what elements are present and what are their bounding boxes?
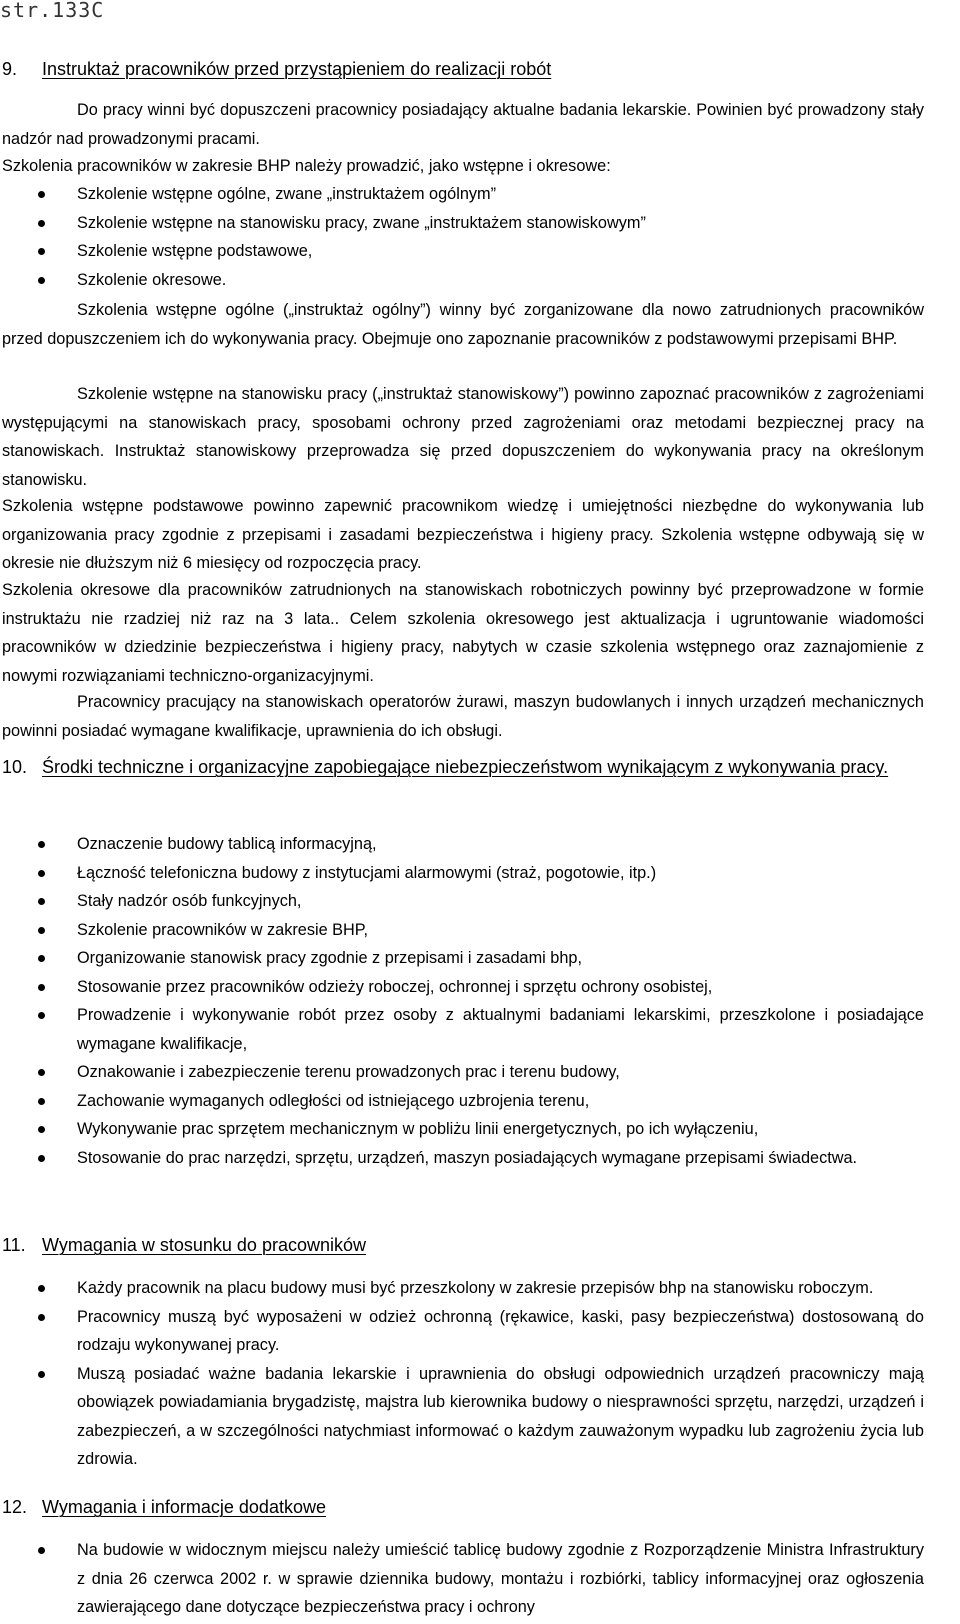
- list-item: Stosowanie do prac narzędzi, sprzętu, urządzeń, maszyn posiadających wymagane przepisami świadectwa.: [0, 1144, 924, 1173]
- bullet-icon: [38, 1547, 45, 1554]
- paragraph: Do pracy winni być dopuszczeni pracownicy posiadający aktualne badania lekarskie. Powinien być prowadzony stały nadzór nad prowadzonymi pracami.: [2, 101, 924, 148]
- bullet-icon: [38, 1069, 45, 1076]
- list-item: Pracownicy muszą być wyposażeni w odzież ochronną (rękawice, kaski, pasy bezpieczeństwa) dostosowaną do rodzaju wykonywanej pracy.: [0, 1303, 924, 1360]
- paragraph: Szkolenia wstępne podstawowe powinno zapewnić pracownikom wiedzę i umiejętności niezbędne do wykonywania lub organizowania pracy zgodnie z przepisami i zasadami bezpieczeństwa i higieny pracy. Szkolenia wstępne odbywają się w okresie nie dłuższym niż 6 miesięcy od rozpoczęcia pracy.: [2, 497, 924, 572]
- list-item: Szkolenie wstępne na stanowisku pracy, zwane „instruktażem stanowiskowym”: [0, 209, 924, 238]
- bullet-icon: [38, 955, 45, 962]
- bullet-icon: [38, 191, 45, 198]
- bullet-icon: [38, 984, 45, 991]
- section-9-heading: [2, 54, 551, 85]
- list-item: Szkolenie wstępne podstawowe,: [0, 237, 924, 266]
- list-item: Muszą posiadać ważne badania lekarskie i uprawnienia do obsługi odpowiednich urządzeń pracowniczy mają obowiązek powiadamiania brygadzistę, majstra lub kierownika budowy o niesprawności sprzętu, narzędzi, urządzeń i zabezpieczeń, a w szczególności natychmiast informować o każdym zauważonym wypadku lub zagrożeniu życia lub zdrowia.: [0, 1360, 924, 1474]
- bullet-icon: [38, 841, 45, 848]
- paragraph: Szkolenie wstępne na stanowisku pracy („instruktaż stanowiskowy”) powinno zapoznać pracowników z zagrożeniami występującymi na stanowiskach pracy, sposobami ochrony przed zagrożeniami oraz metodami bezpiecznej pracy na stanowiskach. Instruktaż stanowiskowy przeprowadza się przed dopuszczeniem do wykonywania pracy na określonym stanowisku.: [2, 385, 924, 489]
- paragraph: Szkolenia wstępne ogólne („instruktaż ogólny”) winny być zorganizowane dla nowo zatrudnionych pracowników przed dopuszczeniem ich do wykonywania pracy. Obejmuje ono zapoznanie pracowników z podstawowymi przepisami BHP.: [2, 301, 924, 348]
- list-item: Prowadzenie i wykonywanie robót przez osoby z aktualnymi badaniami lekarskimi, przeszkolone i posiadające wymagane kwalifikacje,: [0, 1001, 924, 1058]
- bullet-icon: [38, 248, 45, 255]
- section-title: Wymagania i informacje dodatkowe: [42, 1497, 326, 1517]
- section-number: 9.: [2, 59, 18, 79]
- section-number: 11.: [2, 1235, 26, 1255]
- section-11-heading: [2, 1230, 366, 1261]
- list-item: Organizowanie stanowisk pracy zgodnie z przepisami i zasadami bhp,: [0, 944, 924, 973]
- list-item: Na budowie w widocznym miejscu należy umieścić tablicę budowy zgodnie z Rozporządzenie Ministra Infrastruktury z dnia 26 czerwca 2002 r. w sprawie dziennika budowy, montażu i rozbiórki, tablicy informacyjnej oraz ogłoszenia zawierającego dane dotyczące bezpieczeństwa pracy i ochrony: [0, 1536, 924, 1622]
- bullet-list: [0, 180, 924, 294]
- paragraph: Szkolenia pracowników w zakresie BHP należy prowadzić, jako wstępne i okresowe:: [2, 157, 611, 175]
- section-number: 12.: [2, 1497, 28, 1517]
- bullet-icon: [38, 1314, 45, 1321]
- bullet-list: [0, 830, 924, 1172]
- section-title: Instruktaż pracowników przed przystąpieniem do realizacji robót: [42, 59, 552, 79]
- bullet-icon: [38, 927, 45, 934]
- bullet-icon: [38, 898, 45, 905]
- section-title: Środki techniczne i organizacyjne zapobiegające niebezpieczeństwom wynikającym z wykonywania pracy.: [42, 757, 889, 777]
- list-item: Zachowanie wymaganych odległości od istniejącego uzbrojenia terenu,: [0, 1087, 924, 1116]
- list-item: Szkolenie wstępne ogólne, zwane „instruktażem ogólnym”: [0, 180, 924, 209]
- bullet-icon: [38, 1012, 45, 1019]
- bullet-icon: [38, 277, 45, 284]
- bullet-list: [0, 1536, 924, 1622]
- bullet-icon: [38, 1126, 45, 1133]
- list-item: Wykonywanie prac sprzętem mechanicznym w pobliżu linii energetycznych, po ich wyłączeniu,: [0, 1115, 924, 1144]
- bullet-icon: [38, 870, 45, 877]
- list-item: Łączność telefoniczna budowy z instytucjami alarmowymi (straż, pogotowie, itp.): [0, 859, 924, 888]
- paragraph: Pracownicy pracujący na stanowiskach operatorów żurawi, maszyn budowlanych i innych urządzeń mechanicznych powinni posiadać wymagane kwalifikacje, uprawnienia do ich obsługi.: [2, 693, 924, 740]
- bullet-icon: [38, 1371, 45, 1378]
- bullet-icon: [38, 220, 45, 227]
- section-title: Wymagania w stosunku do pracowników: [42, 1235, 366, 1255]
- bullet-icon: [38, 1098, 45, 1105]
- list-item: Stosowanie przez pracowników odzieży roboczej, ochronnej i sprzętu ochrony osobistej,: [0, 973, 924, 1002]
- list-item: Każdy pracownik na placu budowy musi być przeszkolony w zakresie przepisów bhp na stanowisku roboczym.: [0, 1274, 924, 1303]
- bullet-list: [0, 1274, 924, 1474]
- list-item: Szkolenie okresowe.: [0, 266, 924, 295]
- bullet-icon: [38, 1155, 45, 1162]
- paragraph: Szkolenia okresowe dla pracowników zatrudnionych na stanowiskach robotniczych powinny być przeprowadzone w formie instruktażu nie rzadziej niż raz na 3 lata.. Celem szkolenia okresowego jest aktualizacja i ugruntowanie wiadomości pracowników w dziedzinie bezpieczeństwa i higieny pracy, nabytych w czasie szkolenia wstępnego oraz zaznajomienie z nowymi rozwiązaniami techniczno-organizacyjnymi.: [2, 581, 924, 685]
- list-item: Oznakowanie i zabezpieczenie terenu prowadzonych prac i terenu budowy,: [0, 1058, 924, 1087]
- section-number: 10.: [2, 757, 28, 777]
- page-number: str.133C: [0, 0, 105, 22]
- bullet-icon: [38, 1285, 45, 1292]
- list-item: Szkolenie pracowników w zakresie BHP,: [0, 916, 924, 945]
- list-item: Stały nadzór osób funkcyjnych,: [0, 887, 924, 916]
- list-item: Oznaczenie budowy tablicą informacyjną,: [0, 830, 924, 859]
- section-12-heading: [2, 1492, 326, 1523]
- section-10-heading: [2, 752, 926, 783]
